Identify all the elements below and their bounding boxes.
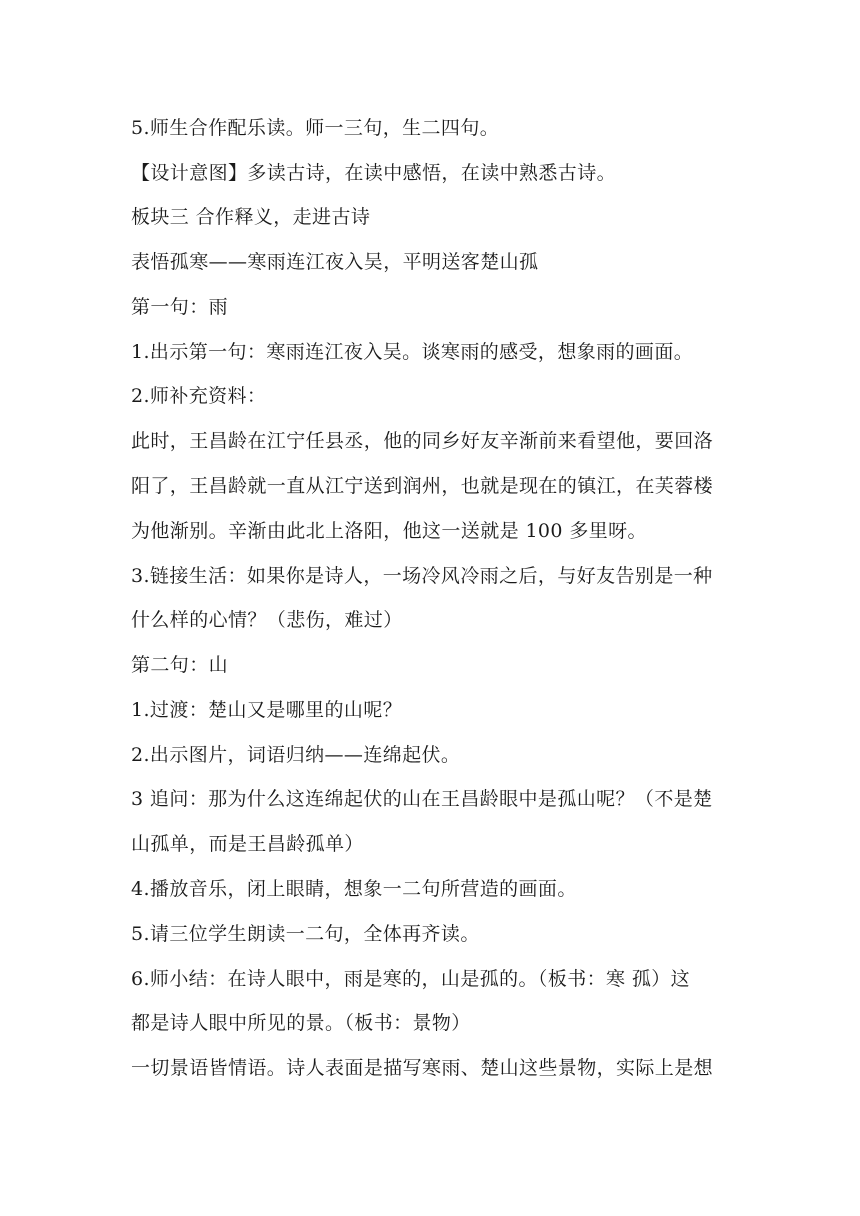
paragraph-line: 一切景语皆情语。诗人表面是描写寒雨、楚山这些景物，实际上是想 — [131, 1057, 714, 1079]
paragraph-line: 3 追问：那为什么这连绵起伏的山在王昌龄眼中是孤山呢？（不是楚 — [131, 788, 713, 810]
paragraph-line: 阳了，王昌龄就一直从江宁送到润州，也就是现在的镇江，在芙蓉楼 — [131, 475, 714, 497]
paragraph-line: 4.播放音乐，闭上眼睛，想象一二句所营造的画面。 — [131, 878, 577, 900]
paragraph-line: 第一句：雨 — [131, 296, 229, 318]
paragraph-line: 【设计意图】多读古诗，在读中感悟，在读中熟悉古诗。 — [131, 162, 617, 184]
paragraph-line: 此时，王昌龄在江宁任县丞，他的同乡好友辛渐前来看望他，要回洛 — [131, 430, 714, 452]
paragraph-line: 6.师小结：在诗人眼中，雨是寒的，山是孤的。（板书：寒 孤）这 — [131, 968, 691, 990]
paragraph-line: 山孤单，而是王昌龄孤单） — [131, 833, 364, 855]
paragraph-line: 都是诗人眼中所见的景。（板书：景物） — [131, 1012, 471, 1034]
paragraph-line: 5.请三位学生朗读一二句，全体再齐读。 — [131, 923, 480, 945]
paragraph-line: 板块三 合作释义，走进古诗 — [131, 206, 371, 228]
paragraph-line: 3.链接生活：如果你是诗人，一场冷风冷雨之后，与好友告别是一种 — [131, 565, 713, 587]
paragraph-line: 第二句：山 — [131, 654, 229, 676]
paragraph-line: 什么样的心情？（悲伤，难过） — [131, 609, 403, 631]
paragraph-line: 2.出示图片，词语归纳——连绵起伏。 — [131, 744, 461, 766]
paragraph-line: 2.师补充资料： — [131, 385, 267, 407]
paragraph-line: 表悟孤寒——寒雨连江夜入吴，平明送客楚山孤 — [131, 251, 539, 273]
paragraph-line: 1.过渡：楚山又是哪里的山呢？ — [131, 699, 403, 721]
paragraph-line: 为他渐别。辛渐由此北上洛阳，他这一送就是 100 多里呀。 — [131, 520, 647, 542]
paragraph-line: 1.出示第一句：寒雨连江夜入吴。谈寒雨的感受，想象雨的画面。 — [131, 341, 694, 363]
paragraph-line: 5.师生合作配乐读。师一三句，生二四句。 — [131, 117, 500, 139]
